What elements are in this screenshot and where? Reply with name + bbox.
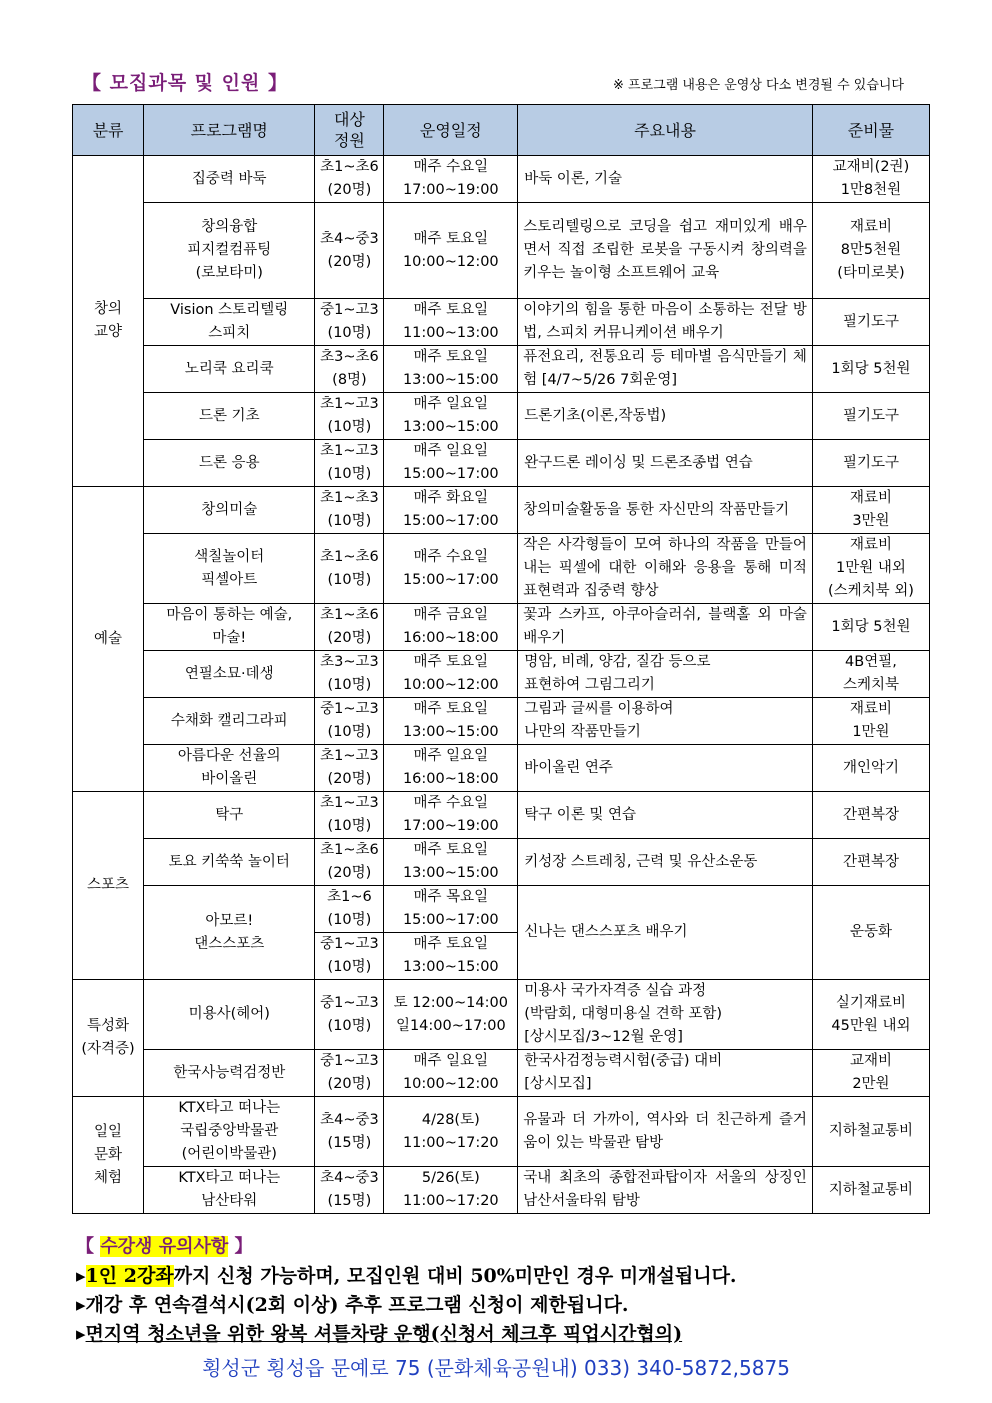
schedule-cell: 5/26(토) 11:00~17:20: [384, 1167, 518, 1214]
bullet-icon: ▸: [76, 1323, 86, 1345]
table-row: [73, 203, 930, 299]
bullet-icon: ▸: [76, 1265, 86, 1287]
table-row: [73, 1097, 930, 1167]
table-row: [73, 604, 930, 651]
target-cell: 초1~6 (10명): [315, 886, 384, 933]
program-name: KTX타고 떠나는 국립중앙박물관 (어린이박물관): [144, 1097, 315, 1167]
notice-item: [76, 1320, 956, 1349]
program-name: 노리쿡 요리쿡: [144, 346, 315, 393]
program-name: 드론 기초: [144, 393, 315, 440]
category-cell: 창의 교양: [73, 156, 144, 487]
program-name: 수채화 캘리그라피: [144, 698, 315, 745]
notice-title-text: 수강생 유의사항: [100, 1236, 229, 1257]
schedule-cell: 토 12:00~14:00 일14:00~17:00: [384, 980, 518, 1050]
content-cell: 작은 사각형들이 모여 하나의 작품을 만들어내는 픽셀에 대한 이해와 응용을 통해 미적 표현력과 집중력 향상: [518, 534, 813, 604]
supplies-cell: 운동화: [812, 886, 929, 980]
table-row: [73, 745, 930, 792]
change-note: ※ 프로그램 내용은 운영상 다소 변경될 수 있습니다: [613, 78, 904, 93]
program-name: 드론 응용: [144, 440, 315, 487]
notice-text: 까지 신청 가능하며, 모집인원 대비 50%미만인 경우 미개설됩니다.: [173, 1265, 737, 1287]
program-name: 아름다운 선율의 바이올린: [144, 745, 315, 792]
content-cell: 스토리텔링으로 코딩을 쉽고 재미있게 배우면서 직접 조립한 로봇을 구동시켜 창의력을 키우는 놀이형 소프트웨어 교육: [518, 203, 813, 299]
notice-text: 개강 후 연속결석시(2회 이상) 추후 프로그램 신청이 제한됩니다.: [85, 1294, 629, 1316]
supplies-cell: 실기재료비 45만원 내외: [812, 980, 929, 1050]
target-cell: 초1~초6 (20명): [315, 839, 384, 886]
bullet-icon: ▸: [76, 1294, 86, 1316]
content-cell: 명암, 비례, 양감, 질감 등으로 표현하여 그림그리기: [518, 651, 813, 698]
notice-item: [76, 1262, 956, 1291]
content-cell: 꽃과 스카프, 아쿠아슬러쉬, 블랙홀 외 마술배우기: [518, 604, 813, 651]
target-cell: 중1~고3 (10명): [315, 299, 384, 346]
table-row: [73, 299, 930, 346]
content-cell: 유물과 더 가까이, 역사와 더 친근하게 즐거움이 있는 박물관 탐방: [518, 1097, 813, 1167]
category-cell: 특성화 (자격증): [73, 980, 144, 1097]
table-row: [73, 1050, 930, 1097]
program-name: 한국사능력검정반: [144, 1050, 315, 1097]
supplies-cell: 개인악기: [812, 745, 929, 792]
content-cell: 신나는 댄스스포츠 배우기: [518, 886, 813, 980]
program-name: KTX타고 떠나는 남산타워: [144, 1167, 315, 1214]
schedule-cell: 매주 토요일 11:00~13:00: [384, 299, 518, 346]
schedule-cell: 매주 일요일 16:00~18:00: [384, 745, 518, 792]
content-cell: 바둑 이론, 기술: [518, 156, 813, 203]
category-cell: 예술: [73, 487, 144, 792]
schedule-cell: 4/28(토) 11:00~17:20: [384, 1097, 518, 1167]
supplies-cell: 교재비(2권) 1만8천원: [812, 156, 929, 203]
target-cell: 초1~고3 (10명): [315, 792, 384, 839]
table-row: [73, 839, 930, 886]
highlight-text: 1인 2강좌: [85, 1265, 174, 1287]
bracket-close: 】: [267, 72, 288, 94]
content-cell: 국내 최초의 종합전파탑이자 서울의 상징인 남산서울타워 탐방: [518, 1167, 813, 1214]
content-cell: 키성장 스트레칭, 근력 및 유산소운동: [518, 839, 813, 886]
program-name: 창의미술: [144, 487, 315, 534]
content-cell: 창의미술활동을 통한 자신만의 작품만들기: [518, 487, 813, 534]
supplies-cell: 4B연필, 스케치북: [812, 651, 929, 698]
supplies-cell: 필기도구: [812, 393, 929, 440]
notice-text: 면지역 청소년을 위한 왕복 셔틀차량 운행(신청서 체크후 픽업시간협의): [85, 1323, 683, 1345]
schedule-cell: 매주 토요일 13:00~15:00: [384, 839, 518, 886]
content-cell: 퓨전요리, 전통요리 등 테마별 음식만들기 체험 [4/7~5/26 7회운영]: [518, 346, 813, 393]
bracket-close: 】: [234, 1236, 253, 1257]
section-header: [72, 66, 932, 96]
supplies-cell: 재료비 8만5천원 (타미로봇): [812, 203, 929, 299]
target-cell: 초1~고3 (10명): [315, 440, 384, 487]
table-header-row: [73, 105, 930, 156]
program-name: 탁구: [144, 792, 315, 839]
supplies-cell: 재료비 1만원: [812, 698, 929, 745]
schedule-cell: 매주 토요일 13:00~15:00: [384, 698, 518, 745]
notice-title: [76, 1232, 956, 1258]
supplies-cell: 간편복장: [812, 792, 929, 839]
content-cell: 바이올린 연주: [518, 745, 813, 792]
table-row: [73, 1167, 930, 1214]
content-cell: 이야기의 힘을 통한 마음이 소통하는 전달 방법, 스피치 커뮤니케이션 배우기: [518, 299, 813, 346]
col-category: 분류: [73, 105, 144, 156]
target-cell: 초1~초3 (10명): [315, 487, 384, 534]
program-name: 토요 키쑥쑥 놀이터: [144, 839, 315, 886]
target-cell: 초1~초6 (20명): [315, 156, 384, 203]
schedule-cell: 매주 금요일 16:00~18:00: [384, 604, 518, 651]
program-name: 마음이 통하는 예술, 마술!: [144, 604, 315, 651]
target-cell: 초1~초6 (10명): [315, 534, 384, 604]
program-name: 아모르! 댄스스포츠: [144, 886, 315, 980]
program-name: 창의융합 피지컬컴퓨팅 (로보타미): [144, 203, 315, 299]
footer-address: 횡성군 횡성읍 문예로 75 (문화체육공원내) 033) 340-5872,5875: [202, 1356, 790, 1380]
target-cell: 중1~고3 (10명): [315, 698, 384, 745]
schedule-cell: 매주 목요일 15:00~17:00: [384, 886, 518, 933]
content-cell: 그림과 글씨를 이용하여 나만의 작품만들기: [518, 698, 813, 745]
target-cell: 초1~초6 (20명): [315, 604, 384, 651]
bracket-open: 【: [76, 1236, 94, 1257]
category-cell: 스포츠: [73, 792, 144, 980]
table-row: [73, 487, 930, 534]
schedule-cell: 매주 수요일 17:00~19:00: [384, 792, 518, 839]
table-row: [73, 886, 930, 933]
content-cell: 한국사검정능력시험(중급) 대비 [상시모집]: [518, 1050, 813, 1097]
table-row: [73, 346, 930, 393]
target-cell: 초3~고3 (10명): [315, 651, 384, 698]
table-row: [73, 792, 930, 839]
supplies-cell: 1회당 5천원: [812, 604, 929, 651]
supplies-cell: 필기도구: [812, 440, 929, 487]
table-row: [73, 156, 930, 203]
supplies-cell: 지하철교통비: [812, 1167, 929, 1214]
supplies-cell: 간편복장: [812, 839, 929, 886]
target-cell: 초4~중3 (20명): [315, 203, 384, 299]
schedule-cell: 매주 화요일 15:00~17:00: [384, 487, 518, 534]
supplies-cell: 재료비 3만원: [812, 487, 929, 534]
target-cell: 초3~초6 (8명): [315, 346, 384, 393]
category-cell: 일일 문화 체험: [73, 1097, 144, 1214]
content-cell: 완구드론 레이싱 및 드론조종법 연습: [518, 440, 813, 487]
target-cell: 초4~중3 (15명): [315, 1167, 384, 1214]
schedule-cell: 매주 토요일 13:00~15:00: [384, 933, 518, 980]
target-cell: 중1~고3 (20명): [315, 1050, 384, 1097]
program-name: 색칠놀이터 픽셀아트: [144, 534, 315, 604]
schedule-cell: 매주 토요일 10:00~12:00: [384, 651, 518, 698]
supplies-cell: 1회당 5천원: [812, 346, 929, 393]
table-row: [73, 393, 930, 440]
bracket-open: 【: [82, 72, 103, 94]
content-cell: 탁구 이론 및 연습: [518, 792, 813, 839]
table-row: [73, 651, 930, 698]
schedule-cell: 매주 일요일 10:00~12:00: [384, 1050, 518, 1097]
table-row: [73, 698, 930, 745]
schedule-cell: 매주 토요일 10:00~12:00: [384, 203, 518, 299]
section-title: [82, 68, 288, 95]
program-table: [72, 104, 930, 1214]
col-target: 대상 정원: [315, 105, 384, 156]
schedule-cell: 매주 수요일 17:00~19:00: [384, 156, 518, 203]
col-supplies: 준비물: [812, 105, 929, 156]
supplies-cell: 교재비 2만원: [812, 1050, 929, 1097]
program-name: 미용사(헤어): [144, 980, 315, 1050]
content-cell: 미용사 국가자격증 실습 과정 (박람회, 대형미용실 견학 포함) [상시모집/3~12월 운영]: [518, 980, 813, 1050]
schedule-cell: 매주 일요일 13:00~15:00: [384, 393, 518, 440]
col-content: 주요내용: [518, 105, 813, 156]
notice-section: [76, 1232, 956, 1349]
table-row: [73, 980, 930, 1050]
schedule-cell: 매주 수요일 15:00~17:00: [384, 534, 518, 604]
target-cell: 중1~고3 (10명): [315, 933, 384, 980]
table-row: [73, 440, 930, 487]
target-cell: 초4~중3 (15명): [315, 1097, 384, 1167]
schedule-cell: 매주 토요일 13:00~15:00: [384, 346, 518, 393]
target-cell: 중1~고3 (10명): [315, 980, 384, 1050]
program-name: 집중력 바둑: [144, 156, 315, 203]
supplies-cell: 필기도구: [812, 299, 929, 346]
program-name: 연필소묘·데생: [144, 651, 315, 698]
supplies-cell: 재료비 1만원 내외 (스케치북 외): [812, 534, 929, 604]
target-cell: 초1~고3 (20명): [315, 745, 384, 792]
section-title-text: 모집과목 및 인원: [109, 72, 261, 94]
schedule-cell: 매주 일요일 15:00~17:00: [384, 440, 518, 487]
col-schedule: 운영일정: [384, 105, 518, 156]
col-program: 프로그램명: [144, 105, 315, 156]
supplies-cell: 지하철교통비: [812, 1097, 929, 1167]
target-cell: 초1~고3 (10명): [315, 393, 384, 440]
notice-item: [76, 1291, 956, 1320]
program-name: Vision 스토리텔링 스피치: [144, 299, 315, 346]
content-cell: 드론기초(이론,작동법): [518, 393, 813, 440]
table-row: [73, 534, 930, 604]
